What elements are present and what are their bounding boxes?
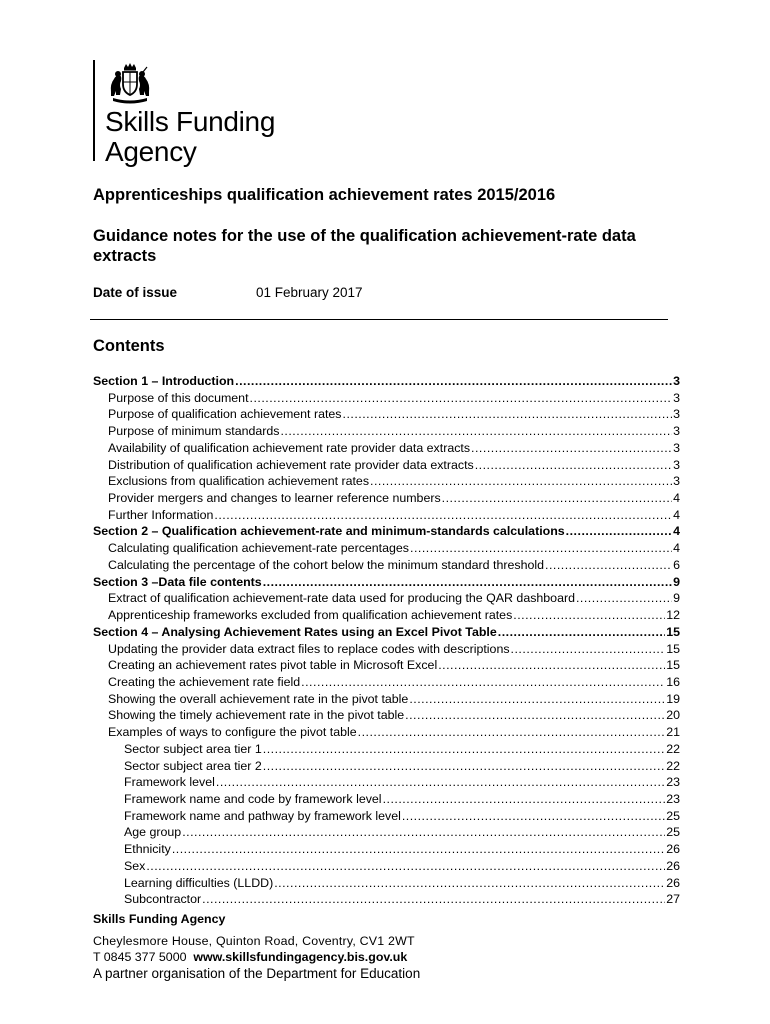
toc-entry-label: Calculating qualification achievement-rate percentages (108, 541, 409, 556)
toc-entry[interactable] (93, 774, 680, 791)
toc-entry-page: 22 (666, 741, 680, 756)
agency-logo (93, 60, 293, 170)
toc-entry-label: Showing the overall achievement rate in the pivot table (108, 691, 409, 706)
toc-entry-page: 23 (666, 775, 680, 790)
toc-dot-leader (409, 691, 665, 708)
toc-entry-page: 25 (666, 825, 680, 840)
toc-entry[interactable] (93, 641, 680, 658)
footer-org-name: Skills Funding Agency (93, 912, 226, 926)
horizontal-divider (90, 319, 668, 320)
toc-entry-page: 27 (666, 892, 680, 907)
toc-entry[interactable] (93, 507, 680, 524)
toc-entry[interactable] (93, 674, 680, 691)
toc-entry[interactable] (93, 824, 680, 841)
toc-entry-label: Framework name and pathway by framework level (124, 808, 401, 823)
toc-entry-label: Sex (124, 858, 146, 873)
toc-entry-label: Availability of qualification achievement rate provider data extracts (108, 440, 471, 455)
toc-entry-label: Purpose of qualification achievement rates (108, 407, 342, 422)
toc-dot-leader (274, 875, 665, 892)
footer-website-link[interactable]: www.skillsfundingagency.bis.gov.uk (193, 950, 408, 964)
toc-dot-leader (370, 473, 672, 490)
toc-entry[interactable] (93, 741, 680, 758)
toc-dot-leader (405, 707, 665, 724)
toc-entry-page: 3 (673, 474, 680, 489)
toc-entry-page: 4 (673, 541, 680, 556)
toc-entry[interactable] (93, 473, 680, 490)
toc-entry-page: 4 (673, 491, 680, 506)
royal-coat-of-arms-icon (107, 62, 153, 104)
toc-entry[interactable] (93, 423, 680, 440)
toc-entry[interactable] (93, 590, 680, 607)
toc-entry-label: Section 3 –Data file contents (93, 574, 262, 589)
toc-entry-label: Age group (124, 825, 182, 840)
toc-entry[interactable] (93, 390, 680, 407)
toc-entry-label: Creating the achievement rate field (108, 674, 301, 689)
toc-entry-page: 3 (673, 457, 680, 472)
toc-dot-leader (301, 674, 665, 691)
toc-entry-label: Examples of ways to configure the pivot table (108, 725, 357, 740)
date-of-issue-value: 01 February 2017 (256, 285, 363, 300)
toc-entry-label: Purpose of minimum standards (108, 424, 280, 439)
toc-entry[interactable] (93, 523, 680, 540)
toc-dot-leader (471, 440, 672, 457)
toc-entry-page: 22 (666, 758, 680, 773)
toc-dot-leader (442, 490, 672, 507)
toc-entry[interactable] (93, 490, 680, 507)
document-title: Apprenticeships qualification achievement rates 2015/2016 (93, 186, 556, 204)
toc-entry[interactable] (93, 440, 680, 457)
toc-entry-label: Provider mergers and changes to learner reference numbers (108, 491, 441, 506)
toc-dot-leader (576, 590, 672, 607)
toc-dot-leader (513, 607, 665, 624)
toc-entry-page: 6 (673, 557, 680, 572)
toc-entry-page: 3 (673, 407, 680, 422)
table-of-contents (93, 373, 680, 908)
toc-entry-label: Ethnicity (124, 842, 171, 857)
toc-entry-label: Calculating the percentage of the cohort below the minimum standard threshold (108, 557, 544, 572)
toc-entry-page: 15 (666, 641, 680, 656)
document-subtitle: Guidance notes for the use of the qualification achievement-rate data extracts (93, 227, 636, 265)
toc-entry-page: 15 (666, 658, 680, 673)
toc-entry-label: Sector subject area tier 2 (124, 758, 262, 773)
toc-entry-page: 12 (666, 608, 680, 623)
toc-entry[interactable] (93, 406, 680, 423)
toc-entry-page: 4 (673, 524, 680, 539)
toc-entry[interactable] (93, 557, 680, 574)
toc-entry-page: 25 (666, 808, 680, 823)
toc-dot-leader (343, 406, 673, 423)
toc-entry-label: Further Information (108, 507, 214, 522)
toc-entry[interactable] (93, 373, 680, 390)
footer-phone: T 0845 377 5000 (93, 950, 187, 964)
toc-dot-leader (216, 774, 665, 791)
toc-dot-leader (182, 824, 665, 841)
toc-dot-leader (263, 741, 665, 758)
toc-dot-leader (475, 457, 672, 474)
toc-entry-page: 16 (666, 674, 680, 689)
toc-entry[interactable] (93, 540, 680, 557)
footer-contact-line (93, 949, 693, 965)
toc-dot-leader (250, 390, 673, 407)
toc-entry-label: Updating the provider data extract files to replace codes with descriptions (108, 641, 510, 656)
toc-entry-label: Section 1 – Introduction (93, 374, 235, 388)
toc-entry-page: 3 (673, 390, 680, 405)
toc-entry-label: Extract of qualification achievement-rate data used for producing the QAR dashboard (108, 591, 575, 606)
toc-dot-leader (235, 373, 672, 390)
toc-entry[interactable] (93, 624, 680, 641)
toc-entry-label: Section 4 – Analysing Achievement Rates using an Excel Pivot Table (93, 624, 497, 639)
toc-dot-leader (511, 641, 666, 658)
toc-entry[interactable] (93, 841, 680, 858)
toc-dot-leader (214, 507, 672, 524)
toc-entry-page: 23 (666, 791, 680, 806)
toc-dot-leader (280, 423, 672, 440)
toc-entry-label: Exclusions from qualification achievement rates (108, 474, 370, 489)
toc-entry-label: Framework level (124, 775, 215, 790)
toc-dot-leader (202, 891, 665, 908)
toc-entry[interactable] (93, 891, 680, 908)
toc-entry-page: 21 (666, 725, 680, 740)
toc-entry-page: 19 (666, 691, 680, 706)
toc-entry[interactable] (93, 724, 680, 741)
page-footer (93, 912, 693, 982)
toc-entry-label: Framework name and code by framework level (124, 791, 382, 806)
toc-dot-leader (498, 624, 665, 641)
toc-entry[interactable] (93, 457, 680, 474)
toc-entry-page: 15 (666, 624, 680, 639)
toc-entry-label: Sector subject area tier 1 (124, 741, 262, 756)
toc-entry[interactable] (93, 875, 680, 892)
toc-entry-label: Apprenticeship frameworks excluded from qualification achievement rates (108, 608, 513, 623)
toc-entry[interactable] (93, 691, 680, 708)
logo-text-line-1: Skills Funding (105, 106, 276, 137)
toc-entry[interactable] (93, 808, 680, 825)
toc-dot-leader (146, 858, 665, 875)
toc-dot-leader (263, 574, 672, 591)
toc-entry[interactable] (93, 607, 680, 624)
toc-dot-leader (566, 523, 672, 540)
toc-dot-leader (438, 657, 665, 674)
toc-entry-page: 26 (666, 875, 680, 890)
toc-entry-page: 3 (673, 424, 680, 439)
toc-entry-label: Distribution of qualification achievement rate provider data extracts (108, 457, 474, 472)
contents-heading: Contents (93, 337, 165, 355)
toc-dot-leader (410, 540, 672, 557)
toc-dot-leader (545, 557, 672, 574)
toc-entry-page: 3 (673, 374, 680, 388)
logo-divider-bar (93, 60, 95, 161)
toc-entry-page: 3 (673, 440, 680, 455)
toc-entry-label: Learning difficulties (LLDD) (124, 875, 274, 890)
footer-address: Cheylesmore House, Quinton Road, Coventry, CV1 2WT (93, 934, 415, 948)
toc-entry[interactable] (93, 858, 680, 875)
toc-entry-label: Purpose of this document (108, 390, 249, 405)
toc-entry[interactable] (93, 574, 680, 591)
toc-entry[interactable] (93, 657, 680, 674)
toc-dot-leader (263, 758, 665, 775)
toc-dot-leader (383, 791, 666, 808)
toc-entry-label: Creating an achievement rates pivot table in Microsoft Excel (108, 658, 438, 673)
date-of-issue-label: Date of issue (93, 285, 178, 300)
toc-entry-page: 26 (666, 842, 680, 857)
toc-entry[interactable] (93, 758, 680, 775)
toc-dot-leader (172, 841, 665, 858)
toc-entry-label: Subcontractor (124, 892, 202, 907)
toc-entry-page: 4 (673, 507, 680, 522)
toc-entry[interactable] (93, 707, 680, 724)
toc-dot-leader (358, 724, 666, 741)
toc-entry[interactable] (93, 791, 680, 808)
toc-entry-page: 26 (666, 858, 680, 873)
logo-text-line-2: Agency (105, 136, 197, 167)
toc-dot-leader (402, 808, 665, 825)
toc-entry-page: 9 (673, 591, 680, 606)
footer-partner-note: A partner organisation of the Department for Education (93, 966, 421, 981)
toc-entry-label: Showing the timely achievement rate in the pivot table (108, 708, 405, 723)
toc-entry-page: 9 (673, 574, 680, 589)
toc-entry-page: 20 (666, 708, 680, 723)
toc-entry-label: Section 2 – Qualification achievement-rate and minimum-standards calculations (93, 524, 565, 539)
